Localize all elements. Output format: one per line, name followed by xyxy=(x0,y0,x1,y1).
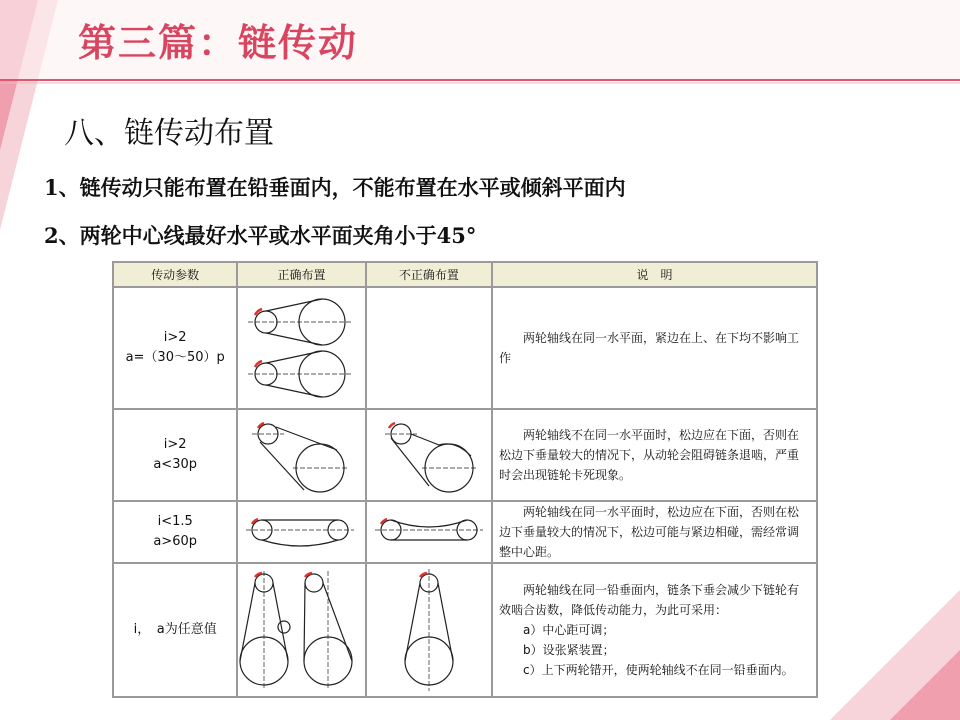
section-heading: 八、链传动布置 xyxy=(64,116,274,151)
incorrect-layout-cell xyxy=(366,409,492,501)
correct-layout-diagram xyxy=(238,410,364,500)
description-text: 两轮轴线在同一水平面时，松边应在下面，否则在松边下垂量较大的情况下，松边可能与紧边相碰，需经常调整中心距。 xyxy=(499,505,800,559)
description-cell xyxy=(492,287,817,409)
correct-layout-diagram xyxy=(238,565,364,695)
correct-layout-cell xyxy=(237,501,365,563)
incorrect-layout-diagram xyxy=(367,410,493,500)
table-row xyxy=(113,501,817,563)
param-cell xyxy=(113,287,237,409)
param-cell xyxy=(113,501,237,563)
description-text: 两轮轴线在同一水平面，紧边在上、在下均不影响工作 xyxy=(499,331,800,365)
incorrect-layout-diagram xyxy=(367,565,493,695)
description-option-b: b）设张紧装置； xyxy=(523,643,615,657)
incorrect-layout-diagram xyxy=(367,504,493,560)
incorrect-layout-cell xyxy=(366,287,492,409)
table-header-row xyxy=(113,262,817,287)
table-row xyxy=(113,409,817,501)
correct-layout-cell xyxy=(237,409,365,501)
param-ratio: i>2 xyxy=(163,330,187,345)
correct-layout-diagram xyxy=(238,288,364,408)
header-incorrect: 不正确布置 xyxy=(366,262,492,287)
param-distance: a=（30～50）p xyxy=(125,350,225,365)
table-row xyxy=(113,287,817,409)
correct-layout-cell xyxy=(237,287,365,409)
chain-layout-table xyxy=(112,261,818,698)
description-cell xyxy=(492,563,817,697)
correct-layout-cell xyxy=(237,563,365,697)
header-correct: 正确布置 xyxy=(237,262,365,287)
param-cell xyxy=(113,563,237,697)
slide-header-title: 第三篇：链传动 xyxy=(78,21,359,65)
param-distance: a<30p xyxy=(153,457,197,472)
correct-layout-diagram xyxy=(238,504,364,560)
description-text: 两轮轴线在同一铅垂面内，链条下垂会减少下链轮有效啮合齿数，降低传动能力，为此可采用： xyxy=(499,583,800,617)
description-option-c: c）上下两轮错开，使两轮轴线不在同一铅垂面内。 xyxy=(523,663,794,677)
param-distance: a>60p xyxy=(153,534,197,549)
param-ratio: i<1.5 xyxy=(157,514,193,529)
description-option-a: a）中心距可调； xyxy=(523,623,615,637)
description-text: 两轮轴线不在同一水平面时，松边应在下面，否则在松边下垂量较大的情况下，从动轮会阻碍链条退啮，严重时会出现链轮卡死现象。 xyxy=(499,428,800,482)
param-ratio: i>2 xyxy=(163,437,187,452)
table-row xyxy=(113,563,817,697)
point-1: 1、链传动只能布置在铅垂面内，不能布置在水平或倾斜平面内 xyxy=(44,175,626,200)
description-cell xyxy=(492,501,817,563)
header-params: 传动参数 xyxy=(113,262,237,287)
param-cell xyxy=(113,409,237,501)
description-cell xyxy=(492,409,817,501)
param-any: i， a为任意值 xyxy=(133,622,217,637)
point-2: 2、两轮中心线最好水平或水平面夹角小于45° xyxy=(44,223,477,248)
header-description: 说 明 xyxy=(492,262,817,287)
incorrect-layout-cell xyxy=(366,563,492,697)
incorrect-layout-cell xyxy=(366,501,492,563)
